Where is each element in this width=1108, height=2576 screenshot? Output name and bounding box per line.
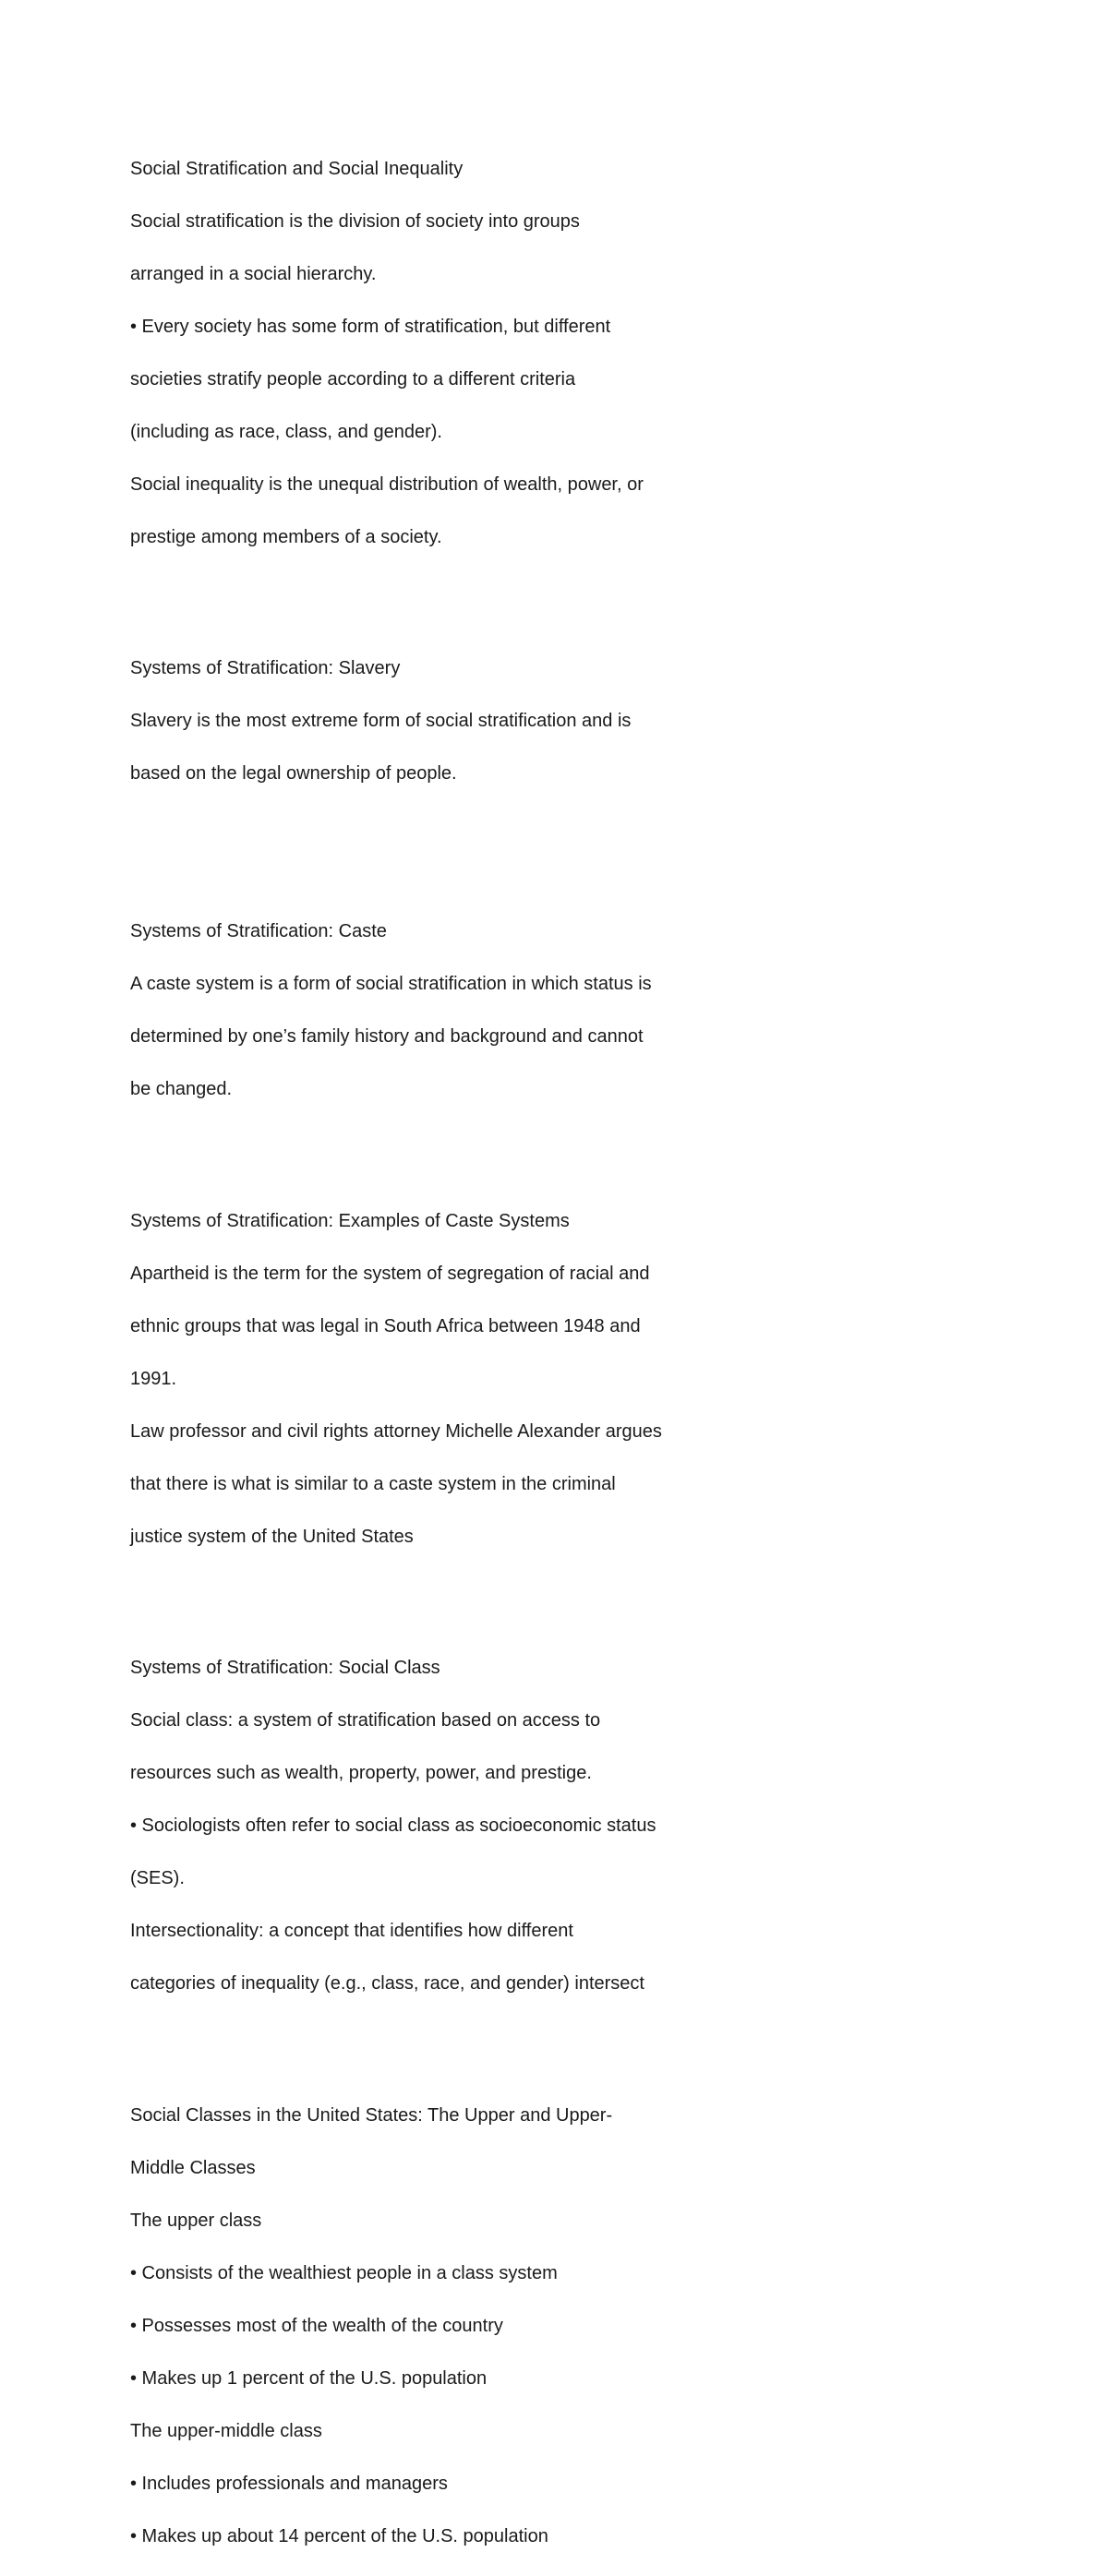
heading-caste-examples: Systems of Stratification: Examples of Caste Systems bbox=[130, 1210, 570, 1231]
text-line: resources such as wealth, property, power, and prestige. bbox=[130, 1763, 592, 1783]
text-line: (including as race, class, and gender). bbox=[130, 421, 442, 442]
text-line: 1991. bbox=[130, 1368, 177, 1389]
bullet-line: • Includes professionals and managers bbox=[130, 2473, 448, 2494]
bullet-line: • Every society has some form of stratification, but different bbox=[130, 316, 611, 337]
text-line: (SES). bbox=[130, 1868, 185, 1888]
text-line: A caste system is a form of social stratification in which status is bbox=[130, 974, 652, 994]
text-line: Social class: a system of stratification based on access to bbox=[130, 1710, 601, 1731]
heading-social-class: Systems of Stratification: Social Class bbox=[130, 1658, 440, 1678]
text-line: Social stratification is the division of society into groups bbox=[130, 210, 580, 232]
text-line: The upper class bbox=[130, 2210, 262, 2231]
text-line: Law professor and civil rights attorney Michelle Alexander argues bbox=[130, 1420, 662, 1442]
heading-upper-classes: Social Classes in the United States: The Upper and Upper- bbox=[130, 2104, 613, 2126]
text-line: Intersectionality: a concept that identifies how different bbox=[130, 1921, 573, 1941]
bullet-line: • Makes up 1 percent of the U.S. population bbox=[130, 2367, 488, 2389]
paragraph-gap bbox=[130, 2023, 721, 2050]
heading-upper-classes-cont: Middle Classes bbox=[130, 2157, 256, 2178]
text-line: prestige among members of a society. bbox=[130, 526, 442, 547]
bullet-line: • Possesses most of the wealth of the country bbox=[130, 2315, 503, 2336]
text-line: determined by one’s family history and background and cannot bbox=[130, 1026, 644, 1047]
bullet-line: • Sociologists often refer to social class as socioeconomic status bbox=[130, 1815, 656, 1836]
bullet-line: • Makes up about 14 percent of the U.S. population bbox=[130, 2525, 548, 2546]
text-line: Apartheid is the term for the system of segregation of racial and bbox=[130, 1263, 650, 1284]
paragraph-gap bbox=[130, 1576, 721, 1603]
text-line: be changed. bbox=[130, 1079, 233, 1099]
paragraph-gap bbox=[130, 1129, 721, 1156]
text-line: categories of inequality (e.g., class, race, and gender) intersect bbox=[130, 1973, 644, 1994]
text-line: The upper-middle class bbox=[130, 2420, 322, 2441]
document-body bbox=[130, 129, 721, 2576]
bullet-line: • Consists of the wealthiest people in a class system bbox=[130, 2262, 558, 2283]
text-line: justice system of the United States bbox=[130, 1526, 414, 1547]
text-line: Social inequality is the unequal distribution of wealth, power, or bbox=[130, 473, 644, 495]
heading-slavery: Systems of Stratification: Slavery bbox=[130, 658, 401, 678]
paragraph-gap bbox=[130, 577, 721, 604]
heading-social-stratification: Social Stratification and Social Inequality bbox=[130, 158, 464, 179]
text-line: ethnic groups that was legal in South Africa between 1948 and bbox=[130, 1315, 641, 1336]
text-line: based on the legal ownership of people. bbox=[130, 763, 457, 784]
text-line: societies stratify people according to a different criteria bbox=[130, 368, 576, 389]
text-line: Slavery is the most extreme form of social stratification and is bbox=[130, 711, 632, 731]
heading-caste: Systems of Stratification: Caste bbox=[130, 921, 387, 941]
text-line: that there is what is similar to a caste system in the criminal bbox=[130, 1473, 616, 1494]
text-line: arranged in a social hierarchy. bbox=[130, 263, 377, 284]
paragraph-gap bbox=[130, 813, 721, 866]
